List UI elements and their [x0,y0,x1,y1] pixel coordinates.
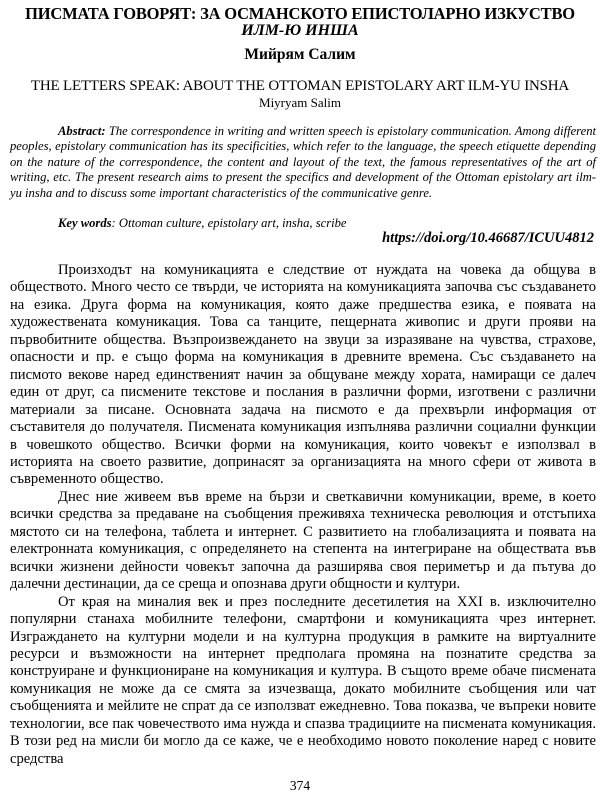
abstract-label: Abstract: [58,124,106,138]
title-bulgarian-line2: ИЛМ-Ю ИНША [241,22,359,39]
title-bulgarian-line1: ПИСМАТА ГОВОРЯТ: ЗА ОСМАНСКОТО ЕПИСТОЛАРНО ИЗКУСТВО [25,4,575,23]
paragraph-1: Произходът на комуникацията е следствие от нуждата на човека да общува в обществото. Много често се твърди, че историята на комуникацията започва със създаването на езика. Друга форма на комуникация, която даже предшества езика, е появата на художествената комуникация. Това са танците, пещерната живопис и други прояви на първобитните общества. Възпроизвеждането на звуци за изразяване на чувства, страхове, опасности и пр. е също форма на комуникация в древните времена. Със създаването на писмото векове наред единственият начин за общуване между хората, намиращи се далеч един от друг, са писмените текстове и послания в различни форми, изготвени с различни материали за писане. Основната задача на писмото е да прехвърли информация от съставителя до получателя. Писмената комуникация изпълнява различни социални функции в човешкото общество. Всички форми на комуникация, които човекът е използвал в историята на своето развитие, допринасят за организацията на много сфери от живота в съвременното общество. [10,262,596,488]
author-english: Miyryam Salim [259,95,341,110]
title-english: THE LETTERS SPEAK: ABOUT THE OTTOMAN EPISTOLARY ART ILM-YU INSHA [30,78,570,94]
body-text [10,262,596,768]
author-bulgarian: Мийрям Салим [244,46,356,63]
keywords-label: Key words [58,216,112,230]
doi-link[interactable]: https://doi.org/10.46687/ICUU4812 [382,230,594,246]
keywords-text: : Ottoman culture, epistolary art, insha, scribe [111,216,347,230]
paragraph-2: Днес ние живеем във време на бързи и светкавични комуникации, време, в което всички средства за предаване на съобщения преживяха техническа революция и отстъпиха мястото си на телефона, таблета и интернет. С развитието на глобализацията и появата на електронната комуникация, с определянето на степента на интегриране на обществата във всички жизнени дейности човекът започна да разширява своя периметър и да пътува до далечни дестинации, да се среща и опознава други общности и култури. [10,488,596,593]
abstract [10,124,596,201]
page-number: 374 [289,778,311,793]
paragraph-3: От края на миналия век и през последните десетилетия на XXI в. изключително популярни станаха мобилните телефони, смартфони и комуникацията чрез интернет. Изграждането на културни модели и на културна продукция в рамките на виртуалните ресурси и възможности на интернет предполага промяна на познатите средства за конструиране и функциониране на комуникация и култура. В същото време обаче писмената комуникация не може да се смята за изчезваща, докато мобилните съобщения или чат съобщенията и мейлите не спрат да се използват ежедневно. Това показва, че въпреки новите технологии, все пак човечеството има нужда и спазва традициите на писмената комуникация. В този ред на мисли би могло да се каже, че е необходимо новото поколение наред с новите средства [10,593,596,767]
keywords [58,216,346,231]
abstract-text: The correspondence in writing and written speech is epistolary communication. Among different peoples, epistolary communication has its specificities, which refer to the language, the speech etiquette depending on the nature of the correspondence, the content and layout of the text, the famous representatives of the art of writing, etc. The present research aims to present the specifics and development of the Ottoman epistolary art ilm-yu insha and to discuss some important characteristics of the communicative genre. [10,124,596,200]
